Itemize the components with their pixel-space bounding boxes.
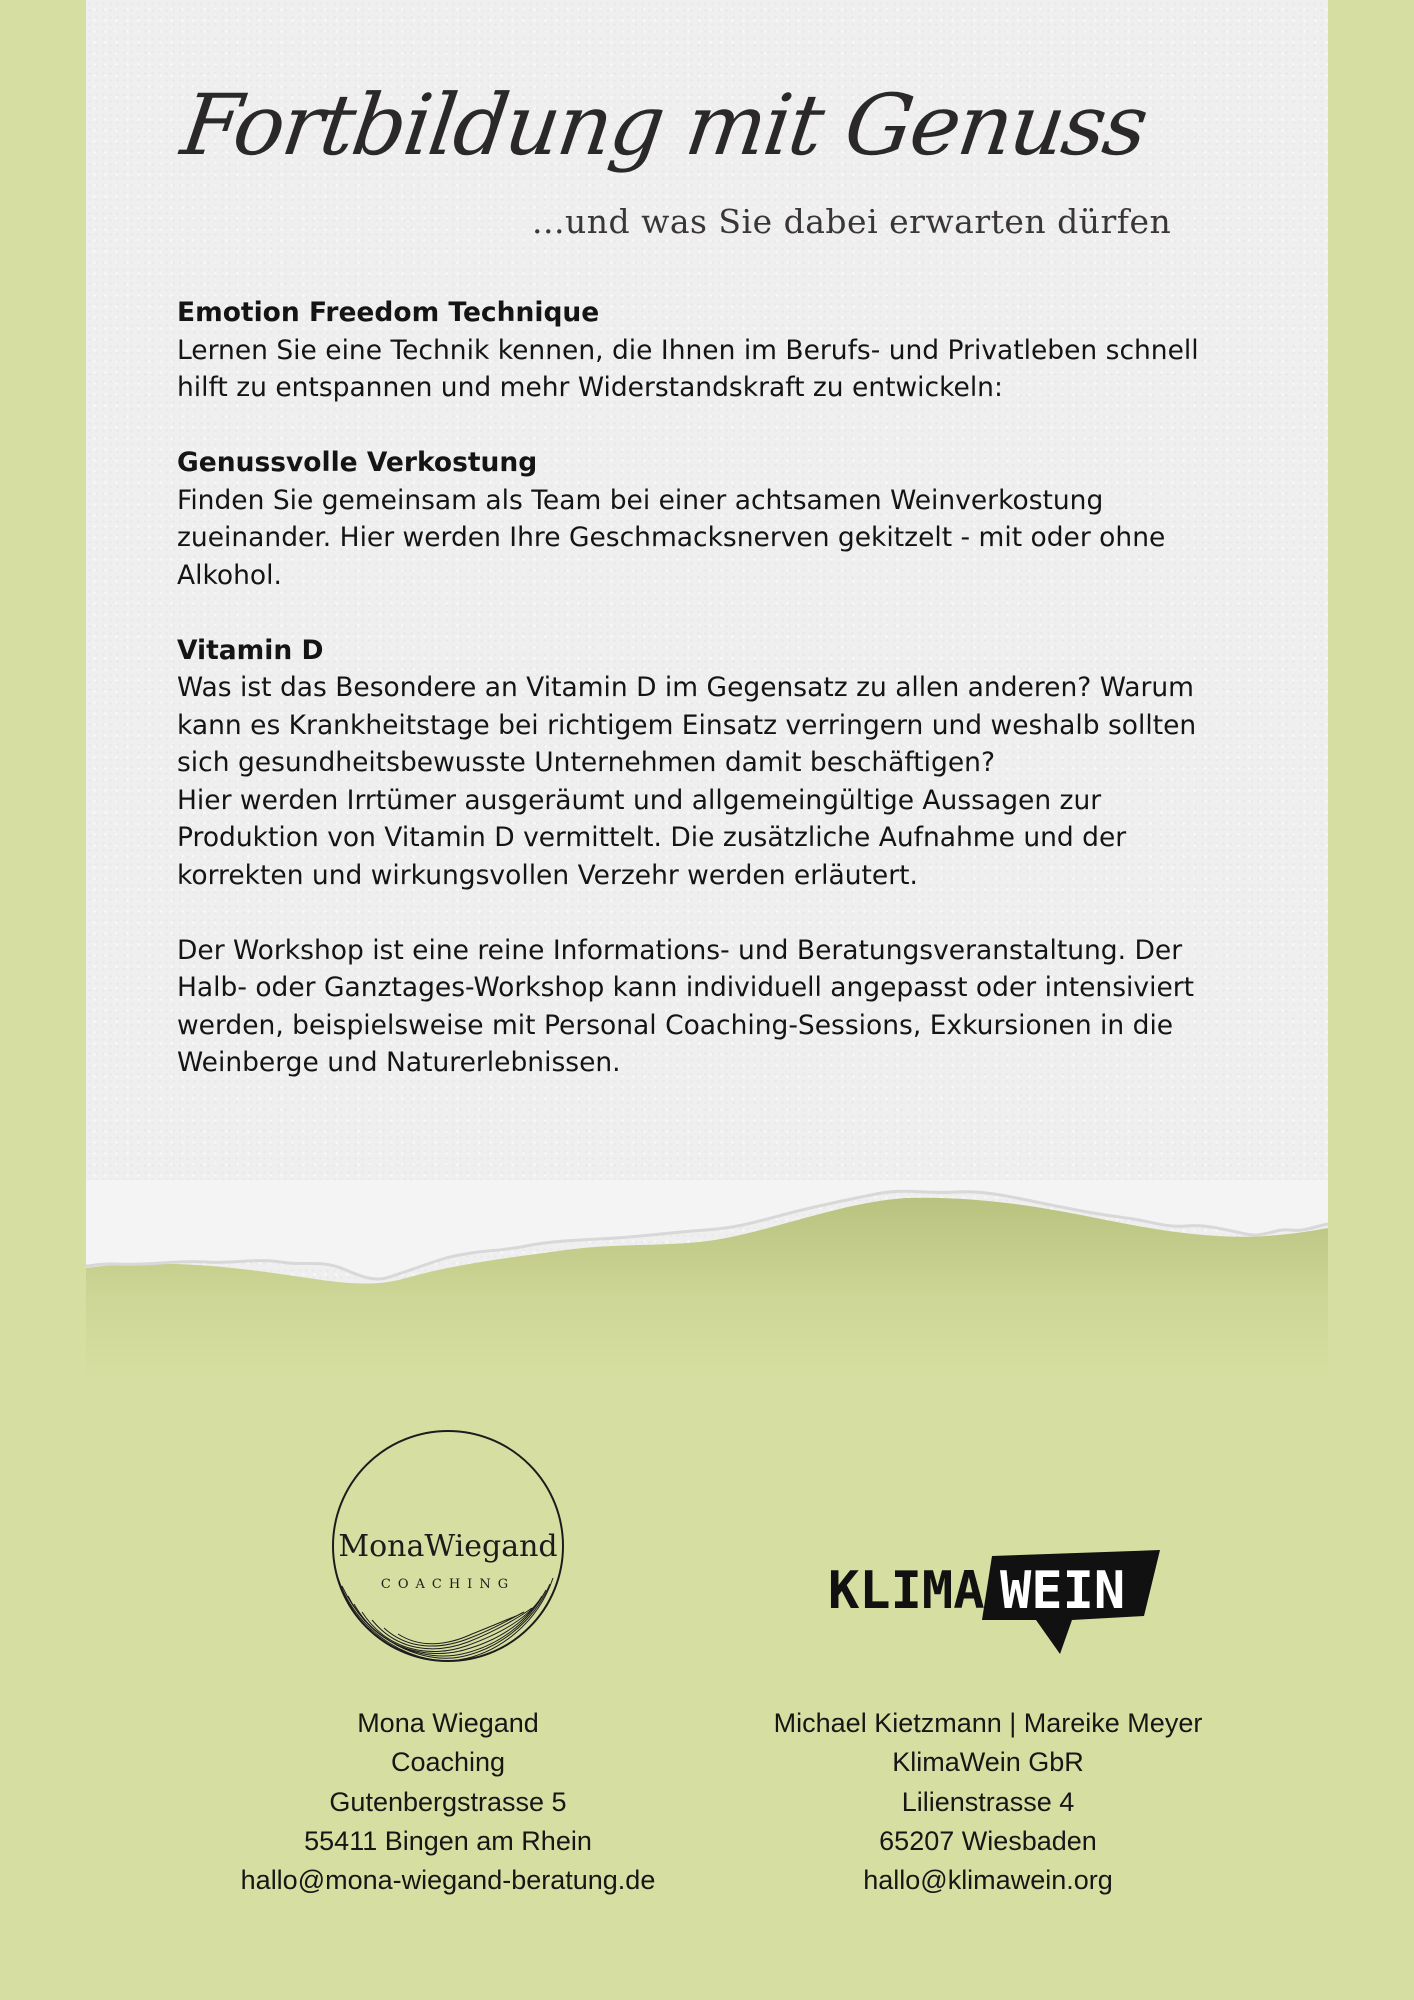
contact-company: Coaching [390, 1747, 506, 1778]
contact-name: Michael Kietzmann | Mareike Meyer [773, 1708, 1203, 1738]
contact-klimawein [738, 1704, 1238, 1900]
contact-street: Lilienstrasse 4 [901, 1786, 1075, 1817]
page-title: Fortbildung mit Genuss [176, 76, 1153, 174]
contact-email[interactable]: hallo@klimawein.org [863, 1865, 1113, 1896]
contact-street: Gutenbergstrasse 5 [329, 1786, 567, 1817]
klima-logo-right: WEIN [1000, 1561, 1126, 1621]
section-heading: Emotion Freedom Technique [177, 297, 600, 328]
contact-city: 55411 Bingen am Rhein [304, 1825, 592, 1856]
section-paragraph: Lernen Sie eine Technik kennen, die Ihnen im Berufs- und Privatleben schnell hilft zu entspannen und mehr Widerstandskraft zu entwickeln: [177, 334, 1199, 403]
klima-logo-left: KLIMA [828, 1561, 985, 1621]
section-paragraph: Hier werden Irrtümer ausgeräumt und allgemeingültige Aussagen zur Produktion von Vitamin D vermittelt. Die zusätzliche Aufnahme und der korrekten und wirkungsvollen Verzehr werden erläutert. [177, 784, 1127, 891]
klimawein-logo [822, 1548, 1162, 1658]
contact-name: Mona Wiegand [357, 1708, 539, 1738]
closing-paragraph: Der Workshop ist eine reine Informations- und Beratungsveranstaltung. Der Halb- oder Ganztages-Workshop kann individuell angepasst oder intensiviert werden, beispielsweise mit Personal Coaching-Sessions, Exkursionen in die Weinberge und Naturerlebnissen. [177, 934, 1195, 1078]
contact-mona-wiegand [198, 1704, 698, 1900]
mona-logo-tagline: COACHING [380, 1577, 516, 1592]
section-paragraph: Finden Sie gemeinsam als Team bei einer achtsamen Weinverkostung zueinander. Hier werden Ihre Geschmacksnerven gekitzelt - mit oder ohne Alkohol. [177, 484, 1166, 591]
section-heading: Vitamin D [177, 634, 324, 666]
torn-paper-edge [86, 1180, 1328, 1380]
content-body [177, 294, 1237, 1119]
mona-logo-name: MonaWiegand [338, 1529, 558, 1564]
mona-wiegand-logo [328, 1428, 568, 1668]
section-vitamin-d [177, 632, 1237, 895]
contact-city: 65207 Wiesbaden [879, 1825, 1097, 1856]
contact-email[interactable]: hallo@mona-wiegand-beratung.de [240, 1865, 656, 1896]
section-closing [177, 932, 1237, 1082]
section-verkostung [177, 444, 1237, 594]
contact-company: KlimaWein GbR [892, 1747, 1084, 1778]
page-subtitle: ...und was Sie dabei erwarten dürfen [532, 202, 1172, 241]
section-heading: Genussvolle Verkostung [177, 447, 538, 478]
section-paragraph: Was ist das Besondere an Vitamin D im Gegensatz zu allen anderen? Warum kann es Krankheitstage bei richtigem Einsatz verringern und weshalb sollten sich gesundheitsbewusste Unternehmen damit beschäftigen? [177, 672, 1197, 778]
section-eft [177, 294, 1237, 407]
